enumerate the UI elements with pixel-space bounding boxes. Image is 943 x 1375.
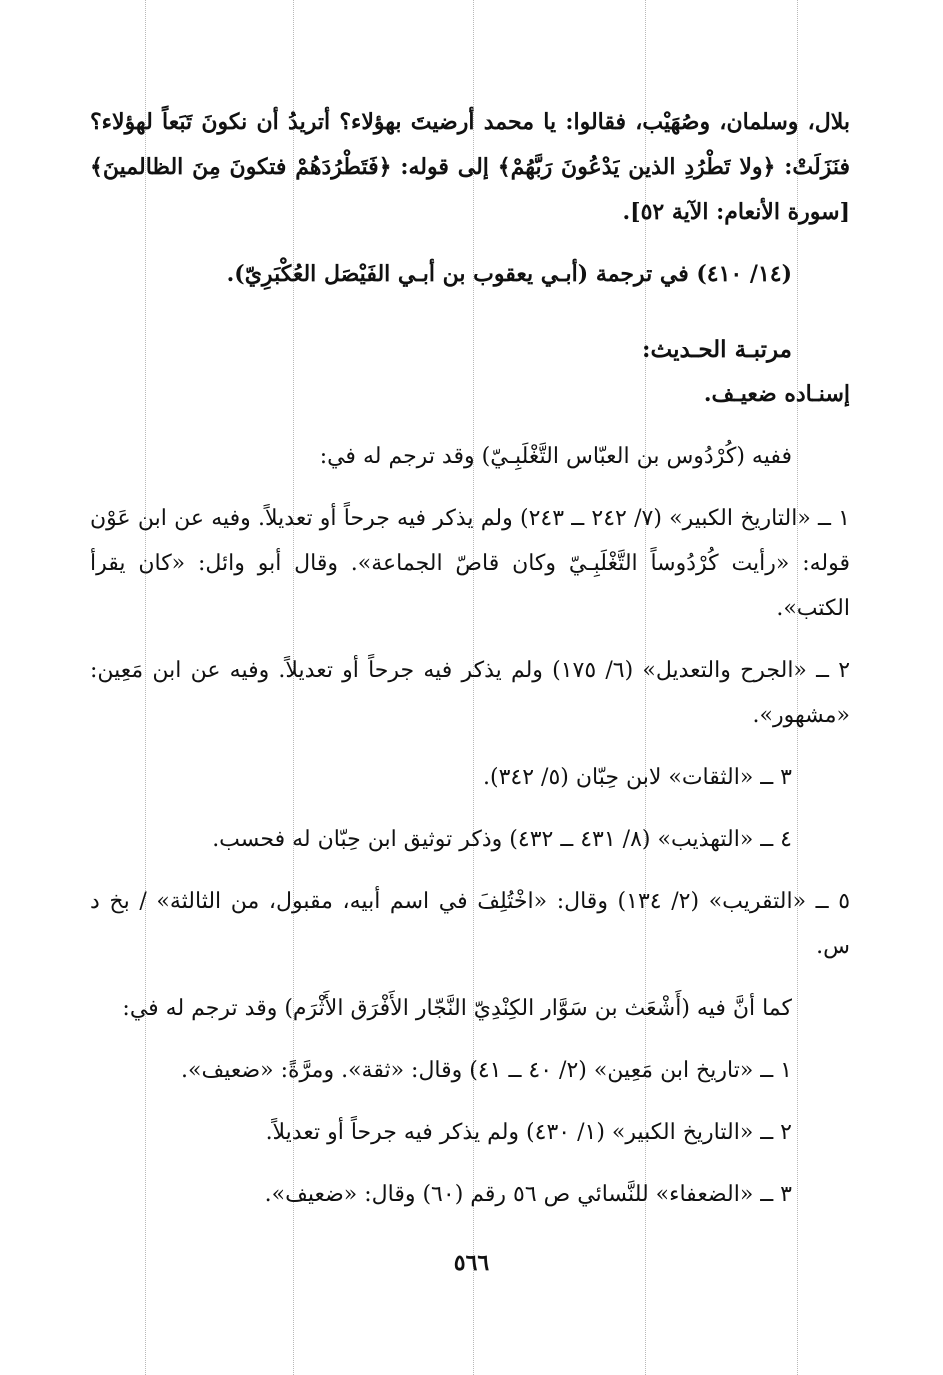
narration-paragraph: بلال، وسلمان، وصُهَيْب، فقالوا: يا محمد أرضيتَ بهؤلاء؟ أتريدُ أن نكونَ تَبَعاً لهؤلاء؟ فنَزَلَتْ: ﴿ولا تَطْرُدِ الذين يَدْعُونَ رَبَّهُمْ﴾ إلى قوله: ﴿فَتَطْرُدَهُمْ فتكونَ مِنَ الظالمينَ﴾ [سورة الأنعام: الآية ٥٢]. [90, 109, 850, 225]
source-item-5: ٥ ــ «التقريب» (٢/ ١٣٤) وقال: «اخْتُلِفَ في اسم أبيه، مقبول، من الثالثة» / بخ د س. [90, 889, 851, 959]
source-item-2: ٢ ــ «الجرح والتعديل» (٦/ ١٧٥) ولم يذكر فيه جرحاً أو تعديلاً. وفيه عن ابن مَعِين: «مشهور». [90, 658, 851, 728]
source-item-1: ١ ــ «تاريخ ابن مَعِين» (٢/ ٤٠ ــ ٤١) وقال: «ثقة». ومرَّةً: «ضعيف». [180, 1058, 792, 1083]
source-item-4: ٤ ــ «التهذيب» (٨/ ٤٣١ ــ ٤٣٢) وذكر توثيق ابن حِبّان له فحسب. [212, 827, 792, 852]
narrator-intro-ashath: كما أنَّ فيه (أَشْعَث بن سَوَّار الكِنْدِيّ النَّجّار الأَفْرَق الأَثْرَم) وقد ترجم له في: [122, 996, 792, 1021]
citation-paragraph: (١٤/ ٤١٠) في ترجمة (أبـي يعقوب بن أبـي الفَيْصَل العُكْبَرِيّ). [226, 261, 792, 287]
page-body [90, 100, 850, 1217]
isnad-grade: إسنـاده ضعيـف. [703, 381, 850, 407]
section-heading: مرتبـة الحـديث: [642, 336, 792, 363]
source-item-2: ٢ ــ «التاريخ الكبير» (١/ ٤٣٠) ولم يذكر فيه جرحاً أو تعديلاً. [265, 1120, 792, 1145]
narrator-intro-kurdus: ففيه (كُرْدُوس بن العبّاس التَّغْلَبِـيّ) وقد ترجم له في: [319, 444, 792, 469]
page-number: ٥٦٦ [453, 1250, 490, 1276]
source-item-3: ٣ ــ «الثقات» لابن حِبّان (٥/ ٣٤٢). [483, 765, 792, 790]
source-item-3: ٣ ــ «الضعفاء» للنَّسائي ص ٥٦ رقم (٦٠) وقال: «ضعيف». [264, 1182, 792, 1207]
source-item-1: ١ ــ «التاريخ الكبير» (٧/ ٢٤٢ ــ ٢٤٣) ولم يذكر فيه جرحاً أو تعديلاً. وفيه عن ابن عَوْن قوله: «رأيت كُرْدُوساً التَّغْلَبِـيّ وكان قاصّ الجماعة». وقال أبو وائل: «كان يقرأ الكتب». [90, 506, 850, 621]
